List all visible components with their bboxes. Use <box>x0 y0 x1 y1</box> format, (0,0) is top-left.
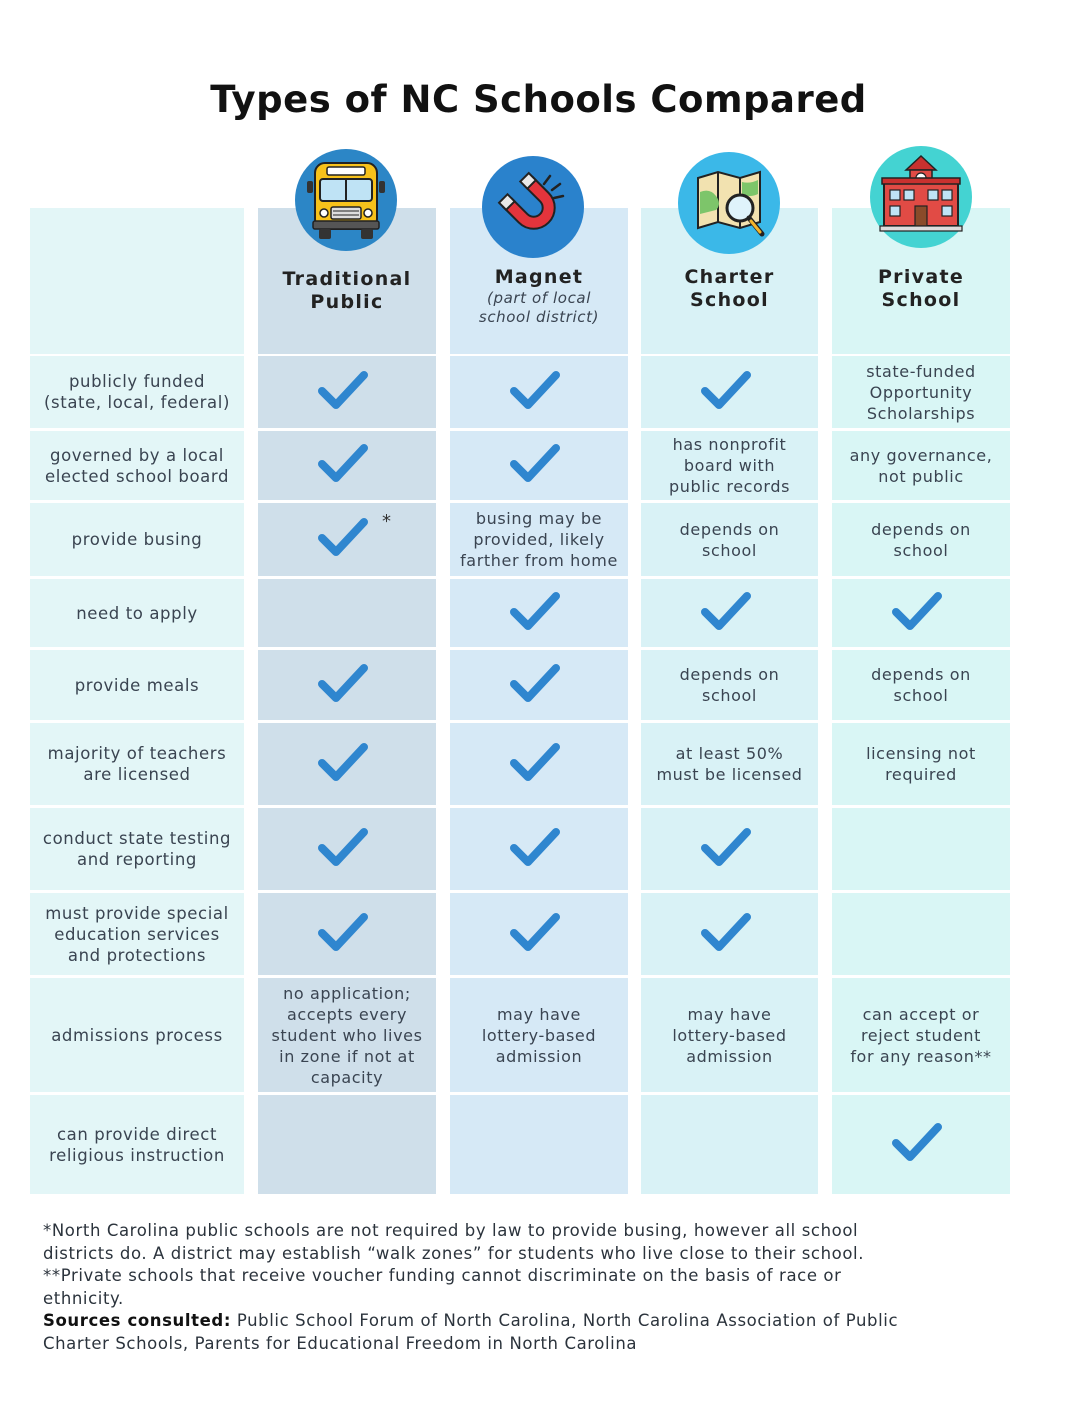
footnote-voucher-2: ethnicity. <box>43 1288 124 1308</box>
checkmark-icon <box>510 741 560 788</box>
checkmark-icon <box>510 911 560 958</box>
table-cell <box>450 356 628 428</box>
cell-text: capacity <box>310 1067 384 1087</box>
row-label-text: religious instruction <box>49 1145 225 1165</box>
row-label-text: conduct state testing <box>42 829 232 848</box>
checkmark-icon <box>318 662 368 709</box>
table-cell <box>832 723 1010 805</box>
table-cell <box>641 431 818 500</box>
asterisk-note: * <box>382 511 392 532</box>
table-cell <box>450 723 628 805</box>
row-label-text: elected school board <box>44 466 230 486</box>
table-cell <box>832 356 1010 428</box>
table-cell <box>450 978 628 1092</box>
row-label <box>30 356 244 428</box>
checkmark-icon <box>318 369 368 416</box>
checkmark-icon <box>510 826 560 873</box>
cell-text: depends on <box>679 665 780 684</box>
table-cell <box>258 978 436 1092</box>
row-label <box>30 503 244 576</box>
cell-text: farther from home <box>460 551 618 570</box>
row-label <box>30 431 244 500</box>
row-label-text: admissions process <box>51 1025 223 1045</box>
column-name: Charter <box>684 266 775 288</box>
cell-text: may have <box>687 1004 772 1024</box>
cell-text: Scholarships <box>866 403 976 423</box>
checkmark-icon <box>892 590 942 637</box>
school-building-icon-badge <box>870 146 972 248</box>
row-label-text: need to apply <box>76 603 198 623</box>
row-label <box>30 978 244 1092</box>
column-header <box>258 268 436 314</box>
cell-text: school <box>702 686 757 705</box>
cell-text: must be licensed <box>656 765 803 784</box>
checkmark-icon <box>510 590 560 637</box>
row-label-text: are licensed <box>83 765 191 784</box>
cell-text: reject student <box>860 1025 982 1045</box>
cell-text: for any reason** <box>850 1046 992 1066</box>
cell-text: may have <box>496 1004 581 1024</box>
checkmark-icon <box>318 442 368 489</box>
table-cell <box>832 978 1010 1092</box>
checkmark-icon <box>318 826 368 873</box>
table-cell <box>258 723 436 805</box>
table-cell <box>258 1095 436 1194</box>
row-label <box>30 723 244 805</box>
checkmark-icon <box>510 662 560 709</box>
cell-text: not public <box>878 466 964 486</box>
cell-text: busing may be <box>475 509 603 528</box>
table-cell <box>450 650 628 720</box>
column-name-line-2: School <box>881 289 961 311</box>
row-label-text: provide meals <box>74 675 200 695</box>
row-label-text: can provide direct <box>56 1124 218 1144</box>
table-cell <box>450 579 628 647</box>
table-cell <box>258 431 436 500</box>
column-name: Private <box>877 266 965 288</box>
table-cell <box>832 431 1010 500</box>
table-cell <box>641 650 818 720</box>
column-header <box>450 266 628 327</box>
table-cell <box>832 1095 1010 1194</box>
cell-text: board with <box>683 456 776 475</box>
column-subtitle: (part of local <box>487 289 591 307</box>
column-header <box>641 266 818 312</box>
checkmark-icon <box>510 369 560 416</box>
table-cell <box>832 579 1010 647</box>
table-cell <box>450 431 628 500</box>
table-cell <box>641 893 818 975</box>
cell-text: state-funded <box>866 361 976 381</box>
table-cell <box>450 893 628 975</box>
table-cell <box>832 808 1010 890</box>
table-cell <box>641 356 818 428</box>
column-header <box>832 266 1010 312</box>
table-cell <box>258 808 436 890</box>
cell-text: depends on <box>871 519 971 539</box>
sources <box>43 1310 1033 1333</box>
checkmark-icon <box>701 826 751 873</box>
column-name: Traditional <box>282 268 412 290</box>
column-subtitle-line-2: school district) <box>478 308 600 326</box>
cell-text: depends on <box>871 665 971 684</box>
checkmark-icon <box>318 911 368 958</box>
sources-text: Public School Forum of North Carolina, North Carolina Association of Public <box>231 1311 899 1330</box>
cell-text: lottery-based <box>481 1025 597 1045</box>
magnet-icon-badge <box>482 156 584 258</box>
table-cell <box>641 1095 818 1194</box>
column-name-line-2: Public <box>310 291 384 313</box>
cell-text: at least 50% <box>675 744 784 763</box>
row-label <box>30 579 244 647</box>
table-cell <box>450 808 628 890</box>
cell-text: has nonprofit <box>672 435 787 454</box>
table-cell <box>450 1095 628 1194</box>
cell-text: school <box>893 540 949 560</box>
table-cell <box>258 356 436 428</box>
footnote-voucher-1: **Private schools that receive voucher funding cannot discriminate on the basis of race or <box>43 1266 842 1285</box>
table-cell <box>258 893 436 975</box>
table-cell <box>641 808 818 890</box>
cell-text: any governance, <box>849 445 993 465</box>
map-magnifier-icon-badge <box>678 152 780 254</box>
row-label-text: publicly funded <box>68 372 206 391</box>
column-name: Magnet <box>494 266 584 288</box>
footnote-busing-2: districts do. A district may establish “walk zones” for students who live close to their school. <box>43 1243 865 1263</box>
school-bus-icon <box>295 149 397 255</box>
table-cell <box>258 650 436 720</box>
row-label <box>30 893 244 975</box>
cell-text: can accept or <box>862 1004 980 1024</box>
magnet-icon <box>482 156 584 262</box>
checkmark-icon <box>892 1121 942 1168</box>
row-label <box>30 808 244 890</box>
cell-text: lottery-based <box>672 1025 787 1045</box>
table-cell <box>258 579 436 647</box>
cell-text: school <box>702 540 757 560</box>
footnotes <box>43 1220 1033 1355</box>
checkmark-icon <box>318 741 368 788</box>
cell-text: student who lives <box>271 1025 423 1045</box>
table-cell <box>641 723 818 805</box>
table-cell <box>450 503 628 576</box>
cell-text: licensing not <box>866 744 976 763</box>
table-cell <box>641 978 818 1092</box>
footnote-busing-1: *North Carolina public schools are not required by law to provide busing, however all school <box>43 1221 859 1240</box>
row-label-text: must provide special <box>45 903 229 923</box>
cell-text: required <box>885 765 957 784</box>
table-cell <box>258 503 436 576</box>
table-cell <box>641 579 818 647</box>
cell-text: in zone if not at <box>279 1046 415 1066</box>
row-label <box>30 1095 244 1194</box>
sources-line-2: Charter Schools, Parents for Educational Freedom in North Carolina <box>43 1333 638 1353</box>
cell-text: public records <box>668 477 791 496</box>
cell-text: Opportunity <box>869 382 973 402</box>
row-label-text: governed by a local <box>50 445 224 465</box>
school-building-icon <box>870 146 972 252</box>
checkmark-icon <box>701 369 751 416</box>
row-label <box>30 650 244 720</box>
cell-text: admission <box>495 1046 583 1066</box>
checkmark-icon <box>701 590 751 637</box>
cell-text: accepts every <box>286 1004 408 1024</box>
cell-text: no application; <box>283 983 411 1003</box>
cell-text: provided, likely <box>473 530 605 549</box>
row-label-text: and protections <box>67 945 207 965</box>
school-bus-icon-badge <box>295 149 397 251</box>
column-name-line-2: School <box>690 289 769 311</box>
checkmark-icon <box>701 911 751 958</box>
table-cell <box>832 893 1010 975</box>
table-cell <box>641 503 818 576</box>
row-label-text: education services <box>54 924 220 944</box>
table-cell <box>832 650 1010 720</box>
cell-text: admission <box>686 1046 773 1066</box>
sources-label: Sources consulted: <box>43 1311 232 1330</box>
row-label-text: and reporting <box>77 850 197 869</box>
table-cell <box>832 503 1010 576</box>
cell-text: school <box>893 686 949 705</box>
row-label-text: majority of teachers <box>47 744 227 763</box>
checkmark-icon <box>318 516 368 563</box>
map-magnifier-icon <box>678 152 780 258</box>
label-column-header-bg <box>30 208 244 354</box>
checkmark-icon <box>510 442 560 489</box>
row-label-text: (state, local, federal) <box>44 393 230 412</box>
row-label-text: provide busing <box>71 530 203 549</box>
cell-text: depends on <box>679 519 780 539</box>
page-title: Types of NC Schools Compared <box>210 78 867 121</box>
